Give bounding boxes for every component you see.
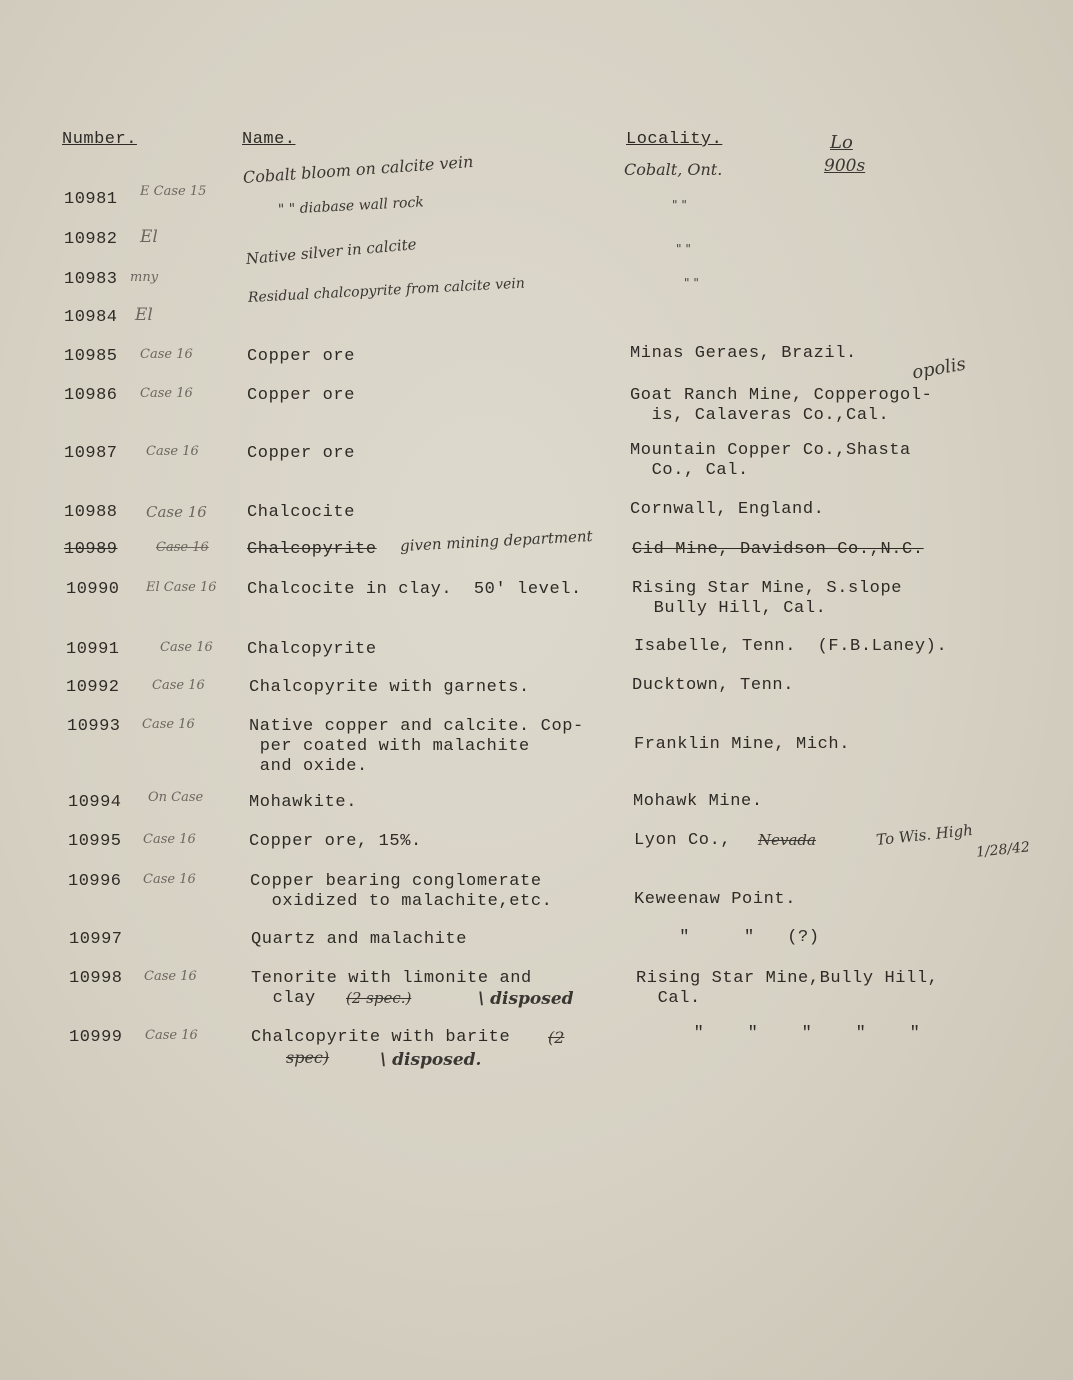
transfer-note: To Wis. High — [875, 820, 974, 850]
entry-name: Chalcopyrite with garnets. — [249, 678, 530, 697]
entry-locality: " " " " " — [672, 1024, 921, 1043]
entry-name: Chalcocite — [247, 503, 356, 522]
entry-number: 10995 — [68, 832, 122, 851]
entry-name: Tenorite with limonite and clay — [251, 969, 532, 1008]
entry-number: 10989 — [64, 540, 118, 559]
entry-name: Copper ore — [247, 386, 356, 405]
case-note: Case 16 — [145, 1028, 198, 1043]
entry-locality: Rising Star Mine, S.slope Bully Hill, Cal. — [632, 579, 903, 618]
entry-number: 10981 — [64, 190, 118, 209]
entry-locality: Cid Mine, Davidson Co.,N.C. — [632, 540, 924, 559]
struck-specimen-count: (2 spec.) — [346, 989, 412, 1007]
case-note: El Case 16 — [146, 580, 217, 595]
case-note: Case 16 — [143, 832, 196, 847]
case-note: Case 16 — [142, 717, 195, 732]
case-note: Case 16 — [146, 444, 199, 459]
case-note: Case 16 — [140, 386, 193, 401]
entry-name: " " diabase wall rock — [277, 194, 425, 218]
case-note: mny — [130, 270, 159, 285]
entry-locality: Cobalt, Ont. — [624, 160, 723, 179]
entry-locality: Keweenaw Point. — [634, 890, 797, 909]
entry-number: 10996 — [68, 872, 122, 891]
struck-specimen-count: (2 — [548, 1028, 565, 1047]
case-note: Case 16 — [144, 969, 197, 984]
entry-number: 10987 — [64, 444, 118, 463]
entry-number: 10994 — [68, 793, 122, 812]
case-note: Case 16 — [146, 503, 207, 521]
case-note: Case 16 — [140, 347, 193, 362]
entry-number: 10982 — [64, 230, 118, 249]
entry-name: Copper bearing conglomerate oxidized to malachite,etc. — [250, 872, 553, 911]
entry-name: Mohawkite. — [249, 793, 358, 812]
entry-locality: Mountain Copper Co.,Shasta Co., Cal. — [630, 441, 911, 480]
entry-name: Cobalt bloom on calcite vein — [242, 151, 474, 187]
entry-number: 10990 — [66, 580, 120, 599]
entry-locality: " " — [676, 242, 691, 256]
transfer-date: 1/28/42 — [975, 839, 1031, 861]
locality-correction: opolis — [910, 353, 968, 384]
entry-number: 10983 — [64, 270, 118, 289]
entry-name: Residual chalcopyrite from calcite vein — [247, 275, 526, 306]
entry-locality: Isabelle, Tenn. (F.B.Laney). — [634, 637, 948, 656]
entry-number: 10985 — [64, 347, 118, 366]
entry-name: Chalcopyrite — [247, 540, 377, 559]
header-name: Name. — [242, 130, 296, 149]
entry-number: 10984 — [64, 308, 118, 327]
mining-department-note: given mining department — [399, 526, 594, 556]
disposed-note: \ disposed. — [380, 1050, 482, 1070]
entry-locality: Cornwall, England. — [630, 500, 825, 519]
entry-name: Copper ore — [247, 347, 356, 366]
entry-name: Quartz and malachite — [251, 930, 468, 949]
entry-number: 10992 — [66, 678, 120, 697]
entry-number: 10997 — [69, 930, 123, 949]
entry-name: Copper ore — [247, 444, 356, 463]
entry-locality: Franklin Mine, Mich. — [634, 735, 851, 754]
header-locality: Locality. — [626, 130, 723, 149]
entry-number: 10986 — [64, 386, 118, 405]
case-note: Case 16 — [143, 872, 196, 887]
disposed-note: \ disposed — [478, 989, 574, 1009]
entry-locality: Goat Ranch Mine, Copperogol- is, Calaveras Co.,Cal. — [630, 386, 933, 425]
entry-name: Chalcopyrite — [247, 640, 377, 659]
case-note: E Case 15 — [140, 184, 207, 199]
entry-locality: Ducktown, Tenn. — [632, 676, 795, 695]
entry-locality: Minas Geraes, Brazil. — [630, 344, 857, 363]
header-number: Number. — [62, 130, 137, 149]
entry-number: 10993 — [67, 717, 121, 736]
case-note: On Case — [148, 790, 204, 805]
entry-number: 10988 — [64, 503, 118, 522]
case-note: Case 16 — [152, 678, 205, 693]
entry-locality: Rising Star Mine,Bully Hill, Cal. — [636, 969, 939, 1008]
case-note: Case 16 — [156, 540, 209, 555]
entry-locality: Mohawk Mine. — [633, 792, 763, 811]
struck-locality: Nevada — [758, 831, 816, 849]
corner-note-line2: 900s — [824, 156, 866, 176]
entry-locality: " " (?) — [636, 928, 820, 947]
case-note: El — [140, 227, 158, 247]
entry-number: 10999 — [69, 1028, 123, 1047]
corner-note-line1: Lo — [830, 132, 853, 153]
entry-name: Copper ore, 15%. — [249, 832, 422, 851]
entry-locality: Lyon Co., — [634, 831, 743, 850]
entry-name: Native silver in calcite — [245, 235, 418, 268]
entry-locality: " " — [672, 198, 687, 212]
entry-name: Chalcopyrite with barite — [251, 1028, 522, 1047]
case-note: El — [135, 305, 153, 325]
entry-number: 10998 — [69, 969, 123, 988]
case-note: Case 16 — [160, 640, 213, 655]
entry-locality: " " — [684, 276, 699, 290]
entry-number: 10991 — [66, 640, 120, 659]
entry-name: Chalcocite in clay. 50' level. — [247, 580, 582, 599]
entry-name: Native copper and calcite. Cop- per coated with malachite and oxide. — [249, 717, 584, 776]
struck-specimen-word: spec) — [286, 1048, 330, 1067]
